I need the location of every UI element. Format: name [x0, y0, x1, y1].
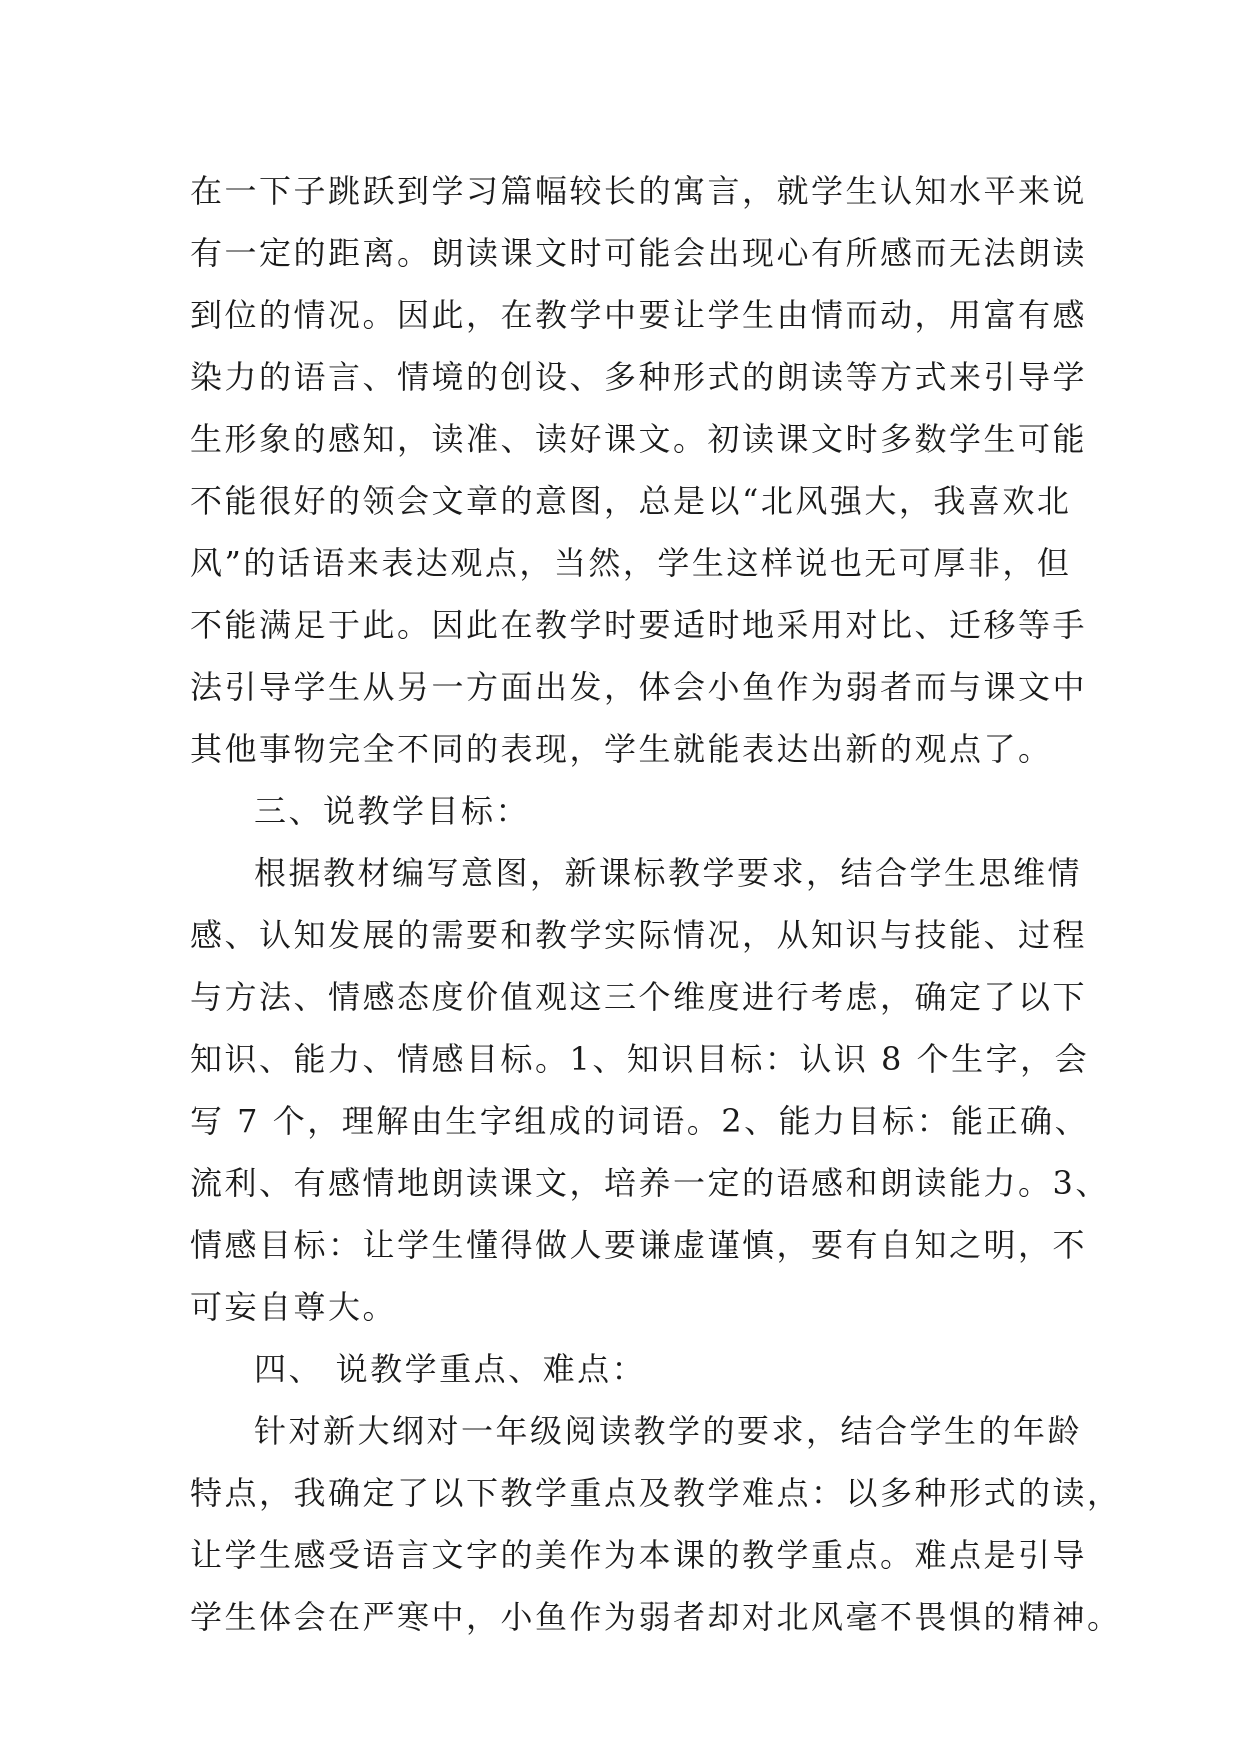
text-line: 有一定的距离。朗读课文时可能会出现心有所感而无法朗读 — [190, 234, 1088, 272]
text-line: 与方法、情感态度价值观这三个维度进行考虑，确定了以下 — [190, 978, 1088, 1016]
text-line: 针对新大纲对一年级阅读教学的要求，结合学生的年龄 — [254, 1412, 1083, 1450]
text-line: 生形象的感知，读准、读好课文。初读课文时多数学生可能 — [190, 420, 1088, 458]
text-line: 特点，我确定了以下教学重点及教学难点：以多种形式的读， — [190, 1474, 1122, 1512]
text-line: 风”的话语来表达观点，当然，学生这样说也无可厚非，但 — [190, 544, 1072, 582]
text-line: 情感目标：让学生懂得做人要谦虚谨慎，要有自知之明，不 — [190, 1226, 1088, 1264]
text-line: 让学生感受语言文字的美作为本课的教学重点。难点是引导 — [190, 1536, 1088, 1574]
text-line: 流利、有感情地朗读课文，培养一定的语感和朗读能力。3、 — [190, 1164, 1110, 1202]
text-line: 到位的情况。因此，在教学中要让学生由情而动，用富有感 — [190, 296, 1088, 334]
text-line: 三、说教学目标： — [254, 792, 531, 830]
text-line: 其他事物完全不同的表现，学生就能表达出新的观点了。 — [190, 730, 1053, 768]
text-line: 根据教材编写意图，新课标教学要求，结合学生思维情 — [254, 854, 1083, 892]
text-line: 法引导学生从另一方面出发，体会小鱼作为弱者而与课文中 — [190, 668, 1088, 706]
text-line: 感、认知发展的需要和教学实际情况，从知识与技能、过程 — [190, 916, 1088, 954]
text-line: 学生体会在严寒中，小鱼作为弱者却对北风毫不畏惧的精神。 — [190, 1598, 1122, 1636]
text-line: 染力的语言、情境的创设、多种形式的朗读等方式来引导学 — [190, 358, 1088, 396]
text-line: 知识、能力、情感目标。1、知识目标：认识 8 个生字，会 — [190, 1040, 1090, 1078]
text-line: 可妄自尊大。 — [190, 1288, 398, 1326]
document-body — [190, 160, 1122, 1648]
text-line: 在一下子跳跃到学习篇幅较长的寓言，就学生认知水平来说 — [190, 172, 1088, 210]
text-line: 不能很好的领会文章的意图，总是以“北风强大，我喜欢北 — [190, 482, 1072, 520]
text-line: 四、 说教学重点、难点： — [254, 1350, 647, 1388]
text-line: 写 7 个，理解由生字组成的词语。2、能力目标：能正确、 — [190, 1102, 1090, 1140]
text-line: 不能满足于此。因此在教学时要适时地采用对比、迁移等手 — [190, 606, 1088, 644]
